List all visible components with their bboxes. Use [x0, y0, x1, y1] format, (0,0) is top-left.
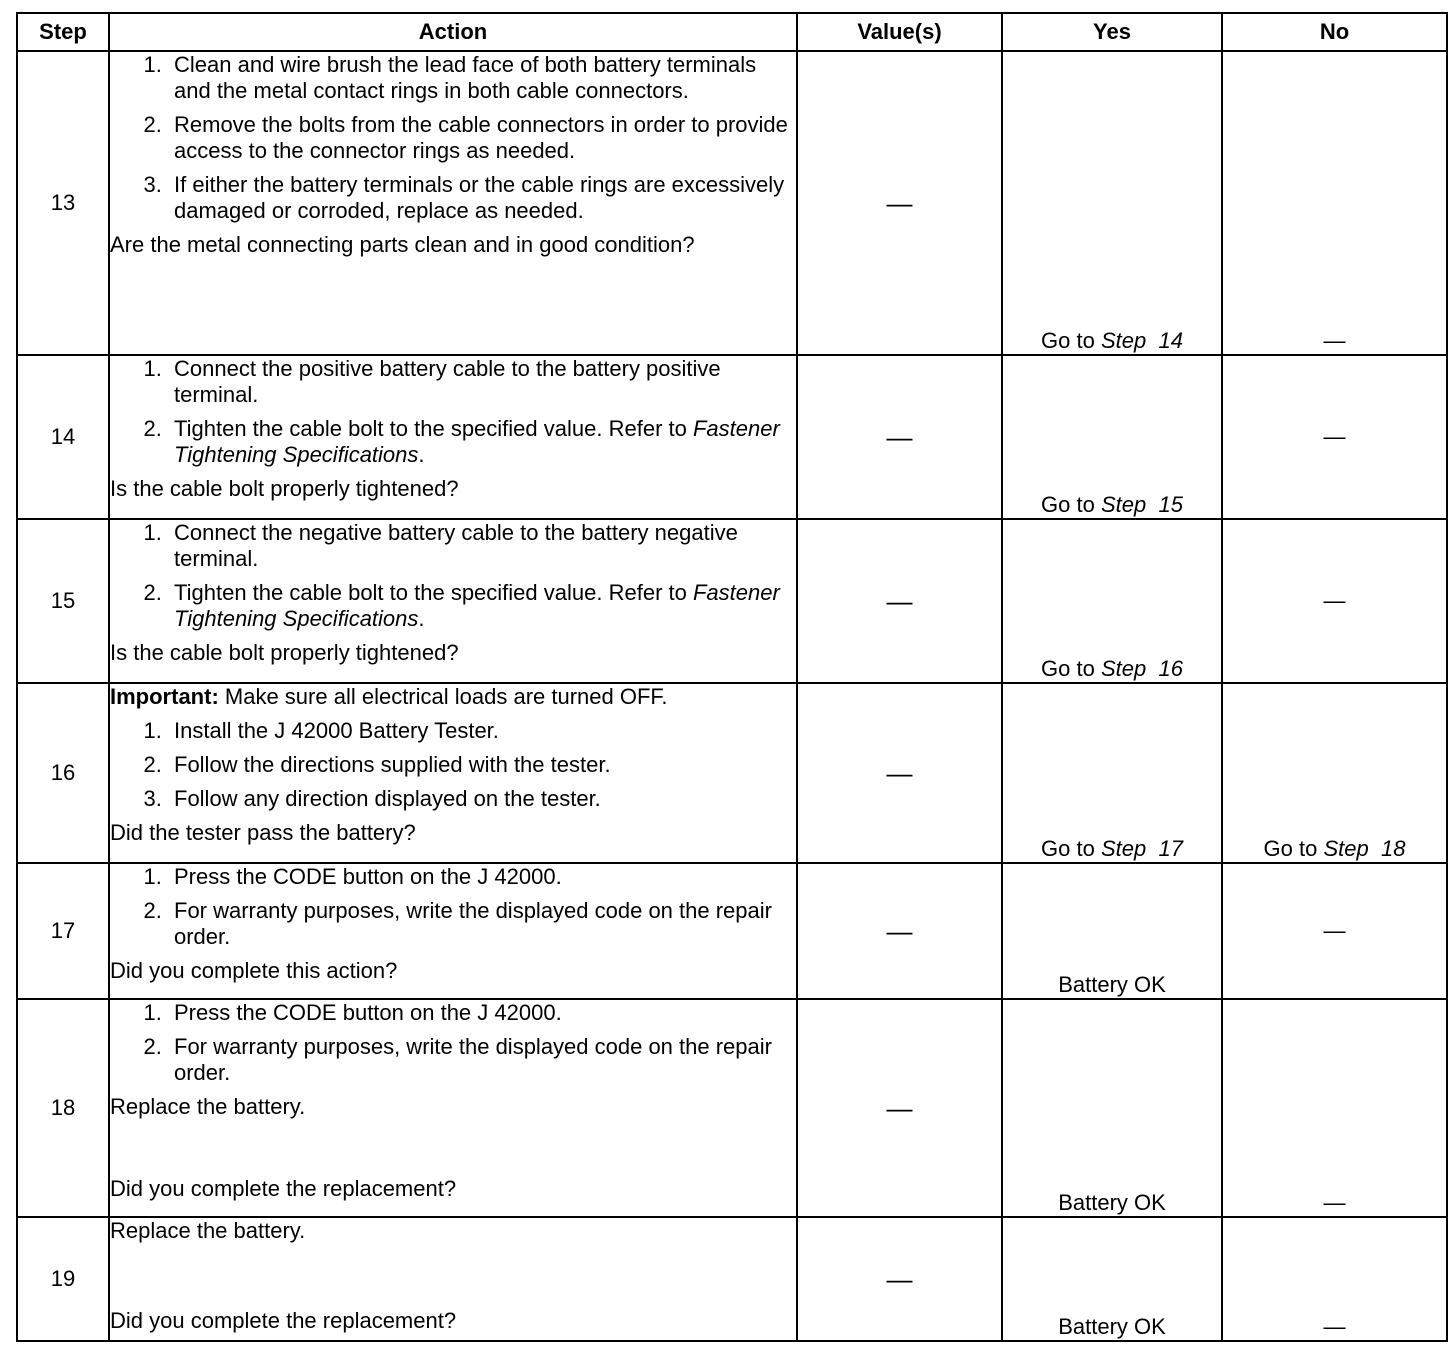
no-cell: — [1222, 1217, 1447, 1341]
list-item: 2. Tighten the cable bolt to the specified value. Refer to Fastener Tightening Specifications. [168, 580, 796, 632]
yes-cell [1002, 519, 1222, 683]
important-label: Important: [110, 684, 219, 709]
replace-text: Replace the battery. [110, 1094, 306, 1119]
step-number: 15 [17, 519, 109, 683]
action-list [110, 718, 796, 812]
table-row-step-14 [17, 355, 1447, 519]
action-cell [109, 1217, 797, 1341]
list-item-text: Tighten the cable bolt to the specified value. [174, 416, 603, 441]
no-cell: — [1222, 51, 1447, 355]
value-cell: — [797, 51, 1002, 355]
list-item: 1. Connect the negative battery cable to the battery negative terminal. [168, 520, 796, 572]
yes-cell: Battery OK [1002, 999, 1222, 1217]
action-cell [109, 519, 797, 683]
no-cell: — [1222, 355, 1447, 519]
table-row-step-16 [17, 683, 1447, 863]
step-link-number[interactable]: 14 [1158, 328, 1183, 353]
list-item: 2. Follow the directions supplied with the tester. [168, 752, 796, 778]
list-item: 2. For warranty purposes, write the displayed code on the repair order. [168, 1034, 796, 1086]
question-text: Is the cable bolt properly tightened? [110, 640, 459, 665]
diagnostic-table [16, 12, 1448, 1342]
question-text: Are the metal connecting parts clean and in good condition? [110, 232, 695, 257]
table-row-step-13 [17, 51, 1447, 355]
value-cell: — [797, 863, 1002, 999]
list-item: 1. Install the J 42000 Battery Tester. [168, 718, 796, 744]
goto-text: Go to [1263, 836, 1318, 861]
spacer [110, 1128, 796, 1176]
header-step: Step [17, 13, 109, 51]
step-number: 13 [17, 51, 109, 355]
list-item: 2. Remove the bolts from the cable connectors in order to provide access to the connector rings as needed. [168, 112, 796, 164]
no-cell: — [1222, 519, 1447, 683]
step-link-number[interactable]: 18 [1380, 836, 1406, 861]
action-cell [109, 863, 797, 999]
no-cell: — [1222, 863, 1447, 999]
header-values: Value(s) [797, 13, 1002, 51]
yes-cell: Battery OK [1002, 1217, 1222, 1341]
action-cell [109, 683, 797, 863]
refer-text: Refer to [608, 416, 687, 441]
value-cell: — [797, 519, 1002, 683]
question-text: Did you complete the replacement? [110, 1176, 457, 1201]
list-item: 3. If either the battery terminals or the cable rings are excessively damaged or corroded, replace as needed. [168, 172, 796, 224]
list-item: 1. Press the CODE button on the J 42000. [168, 1000, 796, 1026]
goto-text: Go to [1041, 656, 1095, 681]
list-item: 3. Follow any direction displayed on the tester. [168, 786, 796, 812]
step-number: 19 [17, 1217, 109, 1341]
yes-cell [1002, 51, 1222, 355]
action-cell [109, 51, 797, 355]
action-cell [109, 355, 797, 519]
step-number: 16 [17, 683, 109, 863]
header-action: Action [109, 13, 797, 51]
value-cell: — [797, 1217, 1002, 1341]
fastener-link[interactable]: Fastener Tightening Specifications [174, 416, 780, 467]
step-link[interactable]: Step [1100, 656, 1147, 681]
step-number: 14 [17, 355, 109, 519]
no-cell: — [1222, 999, 1447, 1217]
goto-text: Go to [1041, 836, 1095, 861]
step-link[interactable]: Step [1100, 836, 1147, 861]
table-row-step-18 [17, 999, 1447, 1217]
header-no: No [1222, 13, 1447, 51]
step-number: 17 [17, 863, 109, 999]
spacer [110, 1252, 796, 1308]
value-cell: — [797, 355, 1002, 519]
refer-text: Refer to [608, 580, 687, 605]
step-link[interactable]: Step [1100, 492, 1147, 517]
replace-text: Replace the battery. [110, 1218, 306, 1243]
important-text: Make sure all electrical loads are turned OFF. [224, 684, 668, 709]
question-text: Did you complete the replacement? [110, 1308, 457, 1333]
list-item: 1. Press the CODE button on the J 42000. [168, 864, 796, 890]
question-text: Did you complete this action? [110, 958, 398, 983]
list-item: 1. Connect the positive battery cable to the battery positive terminal. [168, 356, 796, 408]
step-link-number[interactable]: 16 [1158, 656, 1183, 681]
list-item-text: Tighten the cable bolt to the specified value. [174, 580, 603, 605]
question-text: Did the tester pass the battery? [110, 820, 416, 845]
question-text: Is the cable bolt properly tightened? [110, 476, 459, 501]
action-list [110, 1000, 796, 1086]
yes-cell [1002, 683, 1222, 863]
step-link[interactable]: Step [1100, 328, 1147, 353]
value-cell: — [797, 999, 1002, 1217]
goto-text: Go to [1041, 328, 1095, 353]
list-item: 1. Clean and wire brush the lead face of both battery terminals and the metal contact rings in both cable connectors. [168, 52, 796, 104]
yes-cell: Battery OK [1002, 863, 1222, 999]
step-link-number[interactable]: 15 [1158, 492, 1183, 517]
action-list [110, 520, 796, 632]
header-yes: Yes [1002, 13, 1222, 51]
action-list [110, 864, 796, 950]
action-list [110, 356, 796, 468]
step-link-number[interactable]: 17 [1158, 836, 1183, 861]
step-number: 18 [17, 999, 109, 1217]
list-item: 2. For warranty purposes, write the displayed code on the repair order. [168, 898, 796, 950]
table-row-step-15 [17, 519, 1447, 683]
important-note [110, 684, 796, 710]
action-list [110, 52, 796, 224]
fastener-link[interactable]: Fastener Tightening Specifications [174, 580, 780, 631]
table-row-step-19 [17, 1217, 1447, 1341]
table-row-step-17 [17, 863, 1447, 999]
action-cell [109, 999, 797, 1217]
header-row [17, 13, 1447, 51]
list-item: 2. Tighten the cable bolt to the specified value. Refer to Fastener Tightening Specifications. [168, 416, 796, 468]
no-cell [1222, 683, 1447, 863]
step-link[interactable]: Step [1323, 836, 1369, 861]
yes-cell [1002, 355, 1222, 519]
goto-text: Go to [1041, 492, 1095, 517]
value-cell: — [797, 683, 1002, 863]
